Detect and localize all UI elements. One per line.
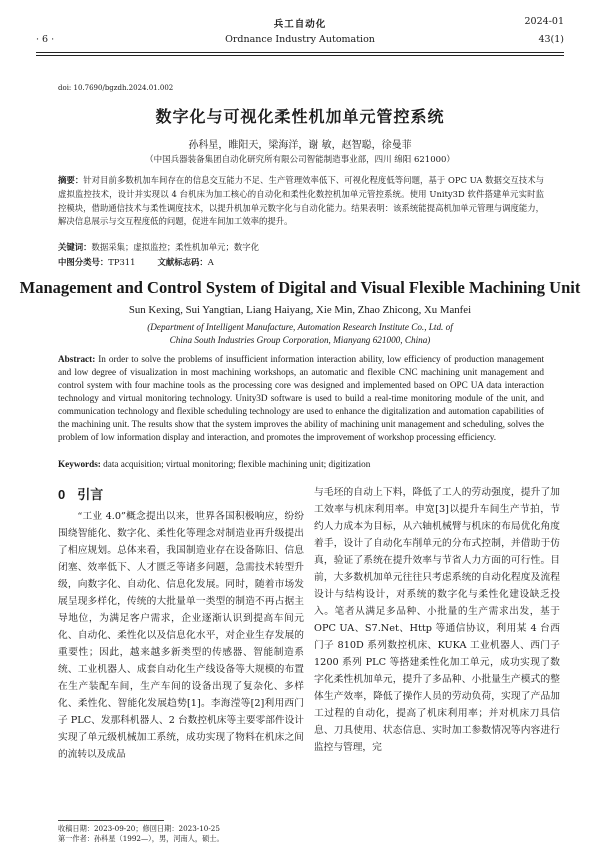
header-rule-thick (36, 52, 564, 53)
abstract-en-text: In order to solve the problems of insufficient information interaction ability, low efficiency of production management and low degree of visualization in most machining workshops, an automatic and flexible CNC machining unit management and control system with four machine tools as the processing core was designed and implemented based on OPC UA data interaction technology and virtual monitoring technology. Unity3D software is used to build a real-time monitoring module of the unit, and communication technology and flexible scheduling technology are used to enhance the digitalization and automation capabilities of the machining unit. The results show that the system improves the ability of machining unit management and scheduling, solves the problem of low information display and interaction, and promotes the improvement of workshop processing efficiency. (58, 354, 544, 442)
footnote-rule (58, 820, 164, 821)
body-paragraph-1-continued: 与毛坯的自动上下料，降低了工人的劳动强度，提升了加工效率与机床利用率。申宽[3]以提升车间生产节拍，节约人力成本为目标，从六轴机械臂与机床的布局优化角度着手，设计了自动化车削单元的分布式控制，并借助于仿真，验证了系统在提升效率与节省人力方面的可行性。目前，大多数机加单元往往只考虑系统的自动化程度及流程设计与结构设计，对系统的数字化与柔性化建设缺乏投入。笔者从满足多品种、小批量的生产需求出发，基于 OPC UA、S7.Net、Http 等通信协议，利用某 4 台西门子 810D 系列数控机床、KUKA 工业机器人、西门子 1200 系列 PLC 等搭建柔性化加工单元，成功实现了数字化柔性机加单元，提升了多品种、小批量生产模式的整体生产效率，降低了操作人员的劳动负荷，实现了产品加工过程的自动化，提高了机床利用率；并对机床刀具信息、刀具使用、状态信息、实时加工参数情况等内容进行监控与管理，完 (314, 487, 560, 753)
abstract-en (58, 353, 544, 444)
keywords-en-text: data acquisition; virtual monitoring; flexible machining unit; digitization (103, 459, 371, 469)
affiliation-en-line1: (Department of Intelligent Manufacture, Automation Research Institute Co., Ltd. of (147, 322, 453, 332)
clc-value: TP311 (108, 257, 136, 267)
keywords-cn-text: 数据采集；虚拟监控；柔性机加单元；数字化 (91, 242, 259, 252)
journal-title-en: Ordnance Industry Automation (225, 34, 375, 45)
body-paragraph-1: “工业 4.0”概念提出以来，世界各国积极响应，纷纷围绕智能化、数字化、柔性化等理念对制造业再升级提出了相应规划。总体来看，我国制造业存在设备陈旧、信息闭塞、效率低下、人才匮乏等诸多问题，急需技术转型升级，向数字化、自动化、信息化发展。同时，随着市场发展呈现多样化，传统的大批量单一类型的制造不再占据主导地位，为满足客户需求，企业逐渐认识到提高车间元化、自动化、柔性化以及信息化水平，对企业生存发展的重要性；因此，越来越多新类型的传感器、智能制造系统、工业机器人、成套自动化生产线设备等大规模的布置在生产装配车间，生产车间的设备出现了复杂化、多样化、柔性化、智能化发展趋势[1]。李海滢等[2]利用西门子 PLC、发那科机器人、2 台数控机床等主要零部件设计实现了单元级机械加工系统，成功实现了物料在机床之间的流转以及成品 (58, 511, 304, 760)
page-number: · 6 · (36, 34, 55, 45)
header-rule-thin (36, 55, 564, 56)
abstract-en-label: Abstract: (58, 354, 96, 364)
doc-code-label: 文献标志码： (157, 257, 208, 267)
journal-title-cn: 兵工自动化 (273, 19, 327, 30)
affiliation-en (0, 321, 600, 347)
clc-label: 中图分类号： (58, 257, 109, 267)
section-title: 引言 (77, 488, 104, 503)
affiliation-en-line2: China South Industries Group Corporation, Mianyang 621000, China) (169, 335, 431, 345)
keywords-cn-label: 关键词： (58, 242, 92, 252)
doc-code-value: A (207, 257, 214, 267)
body-column-right (314, 484, 560, 756)
affiliation-cn: （中国兵器装备集团自动化研究所有限公司智能制造事业部，四川 绵阳 621000） (145, 155, 455, 165)
body-column-left (58, 486, 304, 763)
keywords-en (58, 459, 370, 469)
abstract-cn (58, 174, 544, 229)
doi: doi: 10.7690/bgzdh.2024.01.002 (58, 84, 174, 92)
paper-title-cn: 数字化与可视化柔性机加单元管控系统 (155, 107, 445, 126)
section-heading (58, 486, 304, 504)
authors-en: Sun Kexing, Sui Yangtian, Liang Haiyang, Xie Min, Zhao Zhicong, Xu Manfei (128, 304, 472, 316)
issue-volume: 43(1) (538, 34, 564, 45)
keywords-cn (58, 241, 259, 254)
authors-cn: 孙科星，睢阳天，梁海洋，谢 敏，赵智聪，徐曼菲 (188, 140, 412, 151)
keywords-en-label: Keywords: (58, 459, 101, 469)
classification-cn (58, 256, 214, 269)
section-number: 0 (58, 487, 66, 502)
issue-date: 2024-01 (524, 16, 564, 27)
footnote-dates: 收稿日期：2023-09-20；修回日期：2023-10-25 (58, 824, 220, 833)
abstract-cn-label: 摘要： (58, 175, 84, 185)
paper-title-en: Management and Control System of Digital and Visual Flexible Machining Unit (19, 278, 581, 297)
abstract-cn-text: 针对目前多数机加车间存在的信息交互能力不足、生产管理效率低下、可视化程度低等问题，基于 OPC UA 数据交互技术与虚拟监控技术，设计并实现以 4 台机床为加工核心的自动化和柔性化数控机加单元管控系统。使用 Unity3D 软件搭建单元实时监控模块，借助通信技术与柔性调度技术，以提升机加单元数字化与自动化能力。结果表明：该系统能提高机加单元管理与调度能力，解决信息展示与交互程度低的问题，促进车间加工效率的提升。 (58, 175, 545, 227)
footnote-author: 第一作者：孙科星（1992—），男，河南人，硕士。 (58, 834, 224, 843)
footnote (58, 824, 224, 844)
